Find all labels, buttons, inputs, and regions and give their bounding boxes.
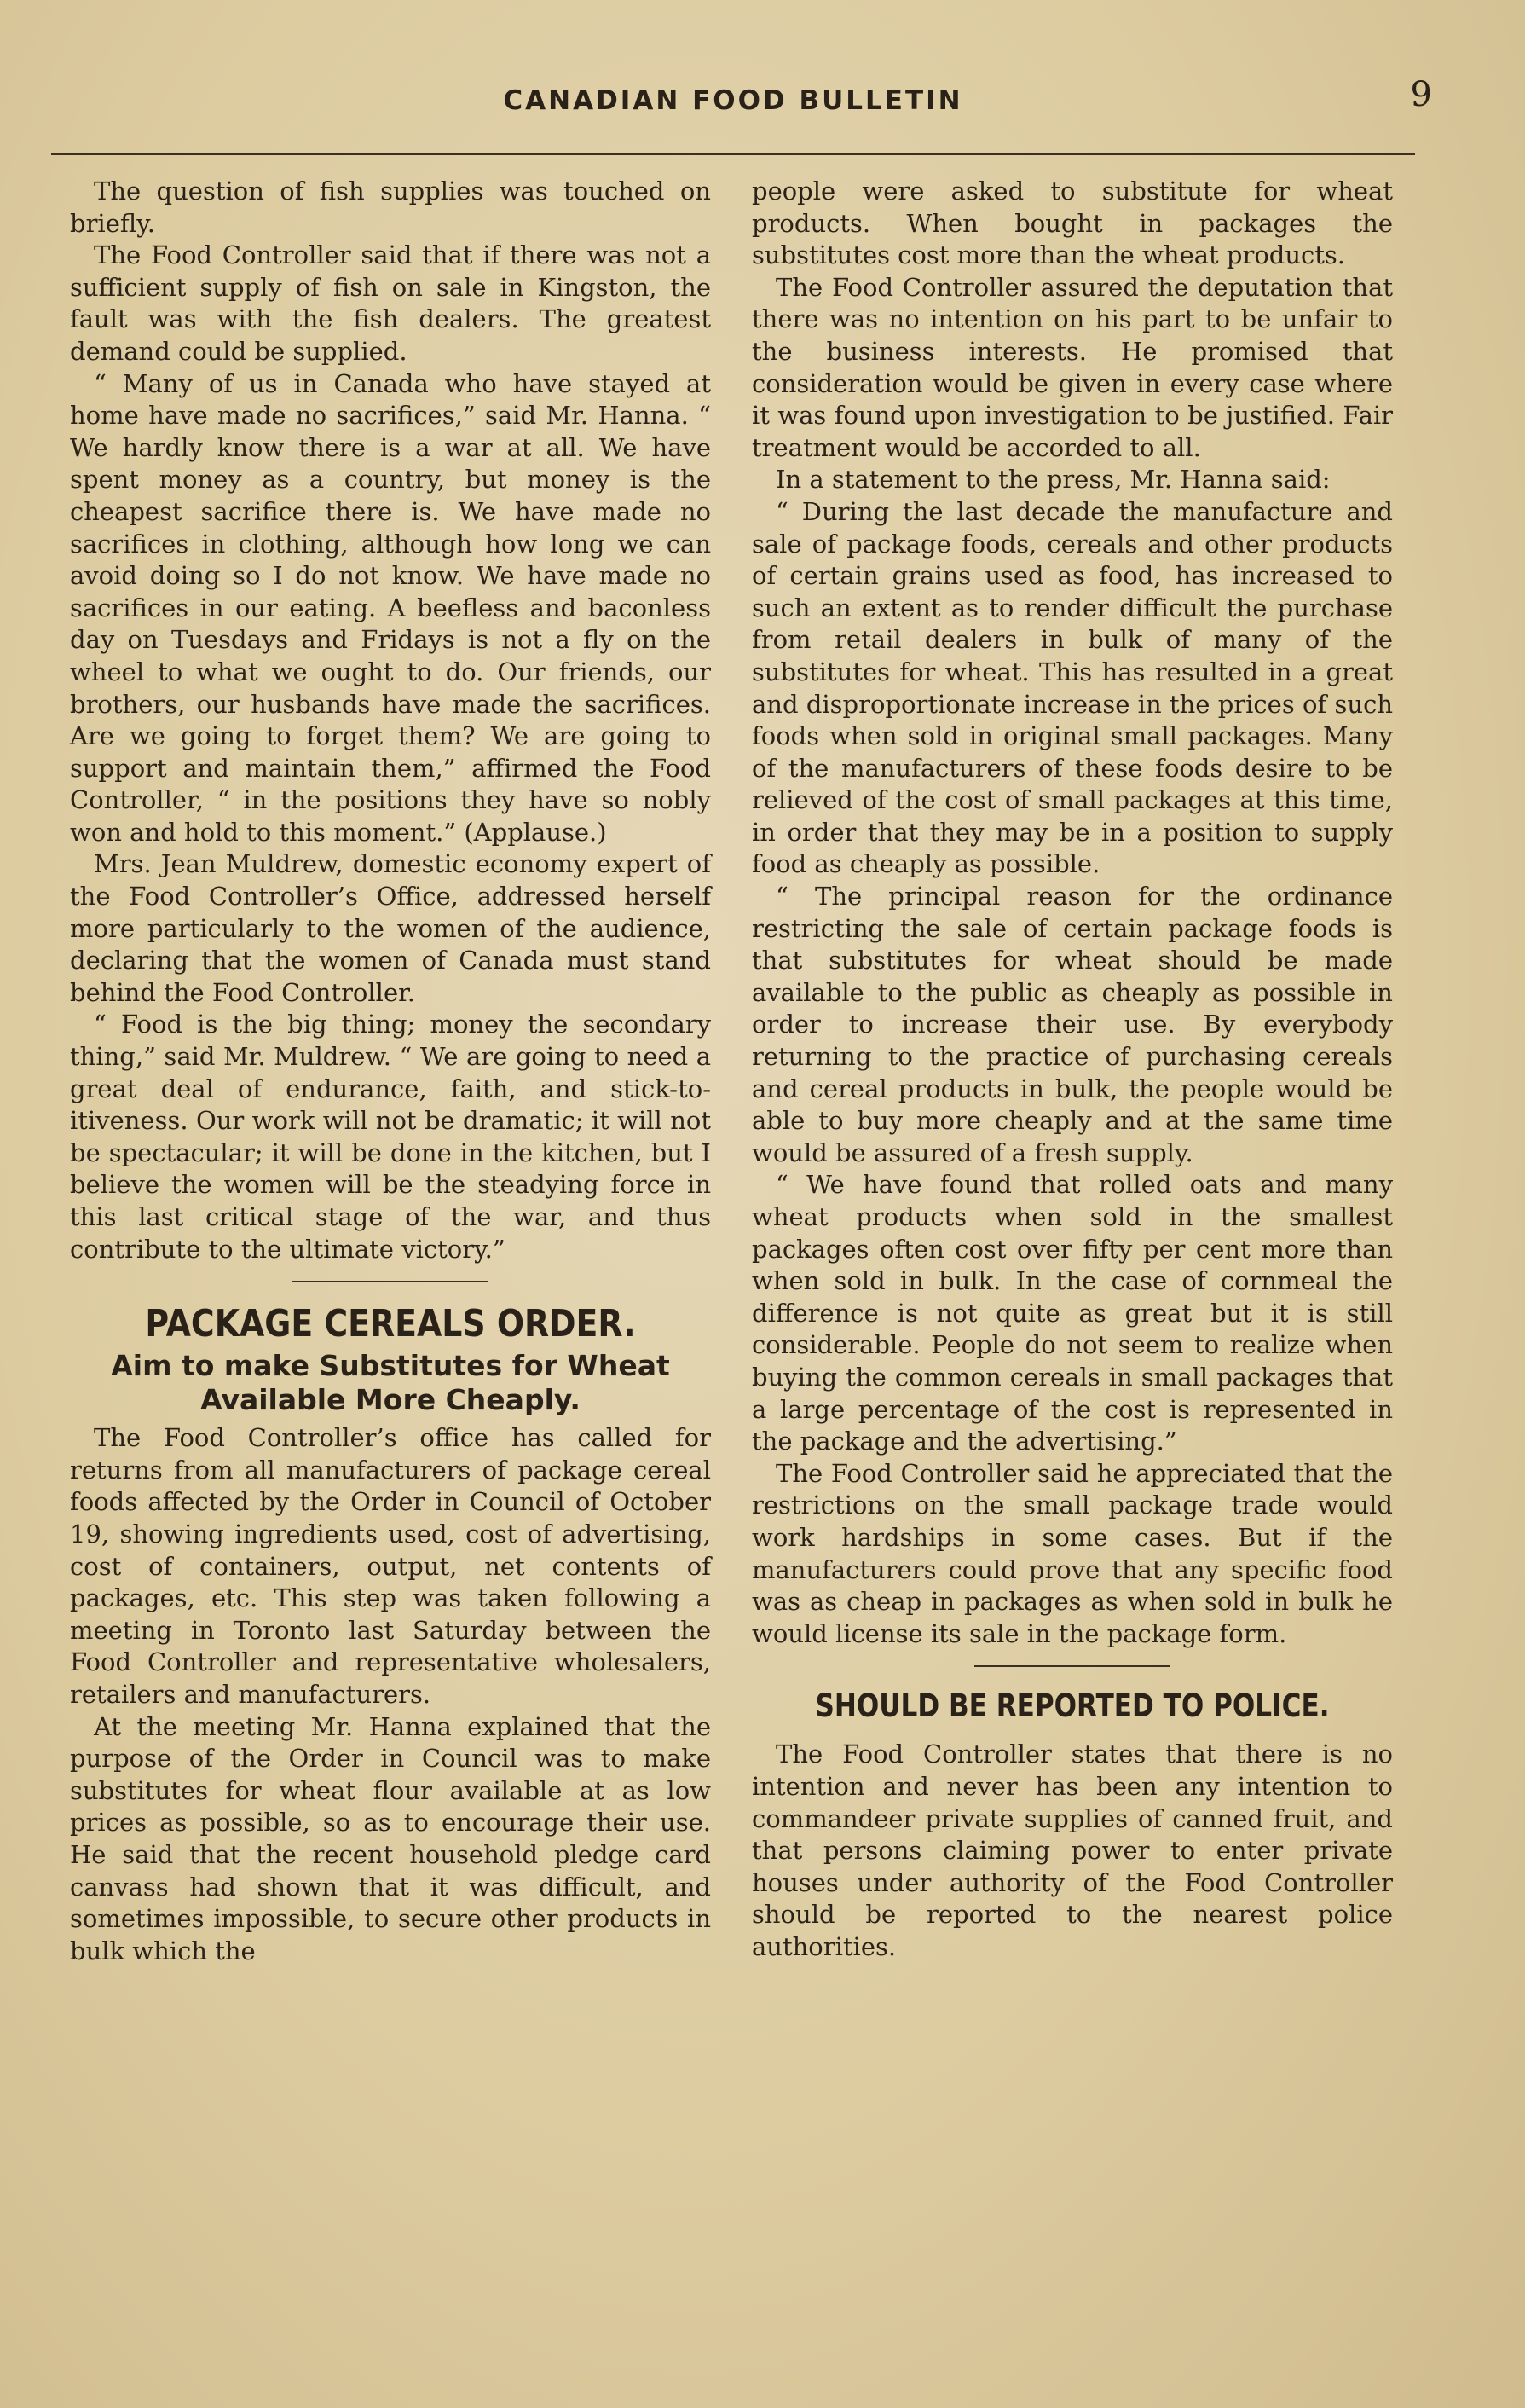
article-heading: SHOULD BE REPORTED TO POLICE. — [815, 1687, 1330, 1725]
left-column — [70, 176, 711, 1967]
page-header — [68, 75, 1449, 130]
paragraph: The Food Controller said he appreciated that the restrictions on the small package trade would work hardships in some cases. But if the manufacturers could prove that any specific food was as cheap in packages as when sold in bulk he would license its sale in the package form. — [752, 1458, 1393, 1648]
paragraph: The Food Controller said that if there was not a sufficient supply of fish on sale in Kingston, the fault was with the fish dealers. The greatest demand could be supplied. — [70, 240, 711, 366]
paragraph: Mrs. Jean Muldrew, domestic economy expert of the Food Controller’s Office, addressed herself more particularly to the women of the audience, declaring that the women of Canada must stand behind the Food Controller. — [70, 849, 711, 1007]
article-subheading: Aim to make Substitutes for Wheat Available More Cheaply. — [111, 1349, 670, 1417]
paragraph: The Food Controller’s office has called for returns from all manufacturers of package cereal foods affected by the Order in Council of October 19, showing ingredients used, cost of advertising, cost of containers, output, net contents of packages, etc. This step was taken following a meeting in Toronto last Saturday between the Food Controller and representative wholesalers, retailers and manufacturers. — [70, 1423, 711, 1709]
paragraph: “ During the last decade the manufacture and sale of package foods, cereals and other products of certain grains used as food, has increased to such an extent as to render difficult the purchase from retail dealers in bulk of many of the substitutes for wheat. This has resulted in a great and disproportionate increase in the prices of such foods when sold in original small packages. Many of the manufacturers of these foods desire to be relieved of the cost of small packages at this time, in order that they may be in a position to supply food as cheaply as possible. — [752, 496, 1393, 879]
paragraph: “ The principal reason for the ordinance restricting the sale of certain package foods is that substitutes for wheat should be made available to the public as cheaply as possible in order to increase their use. By everybody returning to the practice of purchasing cereals and cereal products in bulk, the people would be able to buy more cheaply and at the same time would be assured of a fresh supply. — [752, 882, 1393, 1167]
paragraph: “ We have found that rolled oats and many wheat products when sold in the smallest packages often cost over fifty per cent more than when sold in bulk. In the case of cornmeal the difference is not quite as great but it is still considerable. People do not seem to realize when buying the common cereals in small packages that a large percentage of the cost is represented in the package and the advertising.” — [752, 1170, 1393, 1456]
article-heading: PACKAGE CEREALS ORDER. — [145, 1302, 636, 1346]
paragraph: people were asked to substitute for wheat products. When bought in packages the substitutes cost more than the wheat products. — [752, 177, 1393, 270]
section-divider — [292, 1281, 488, 1282]
page-number: 9 — [1410, 75, 1432, 114]
right-column — [752, 176, 1393, 1963]
paragraph: The Food Controller states that there is no intention and never has been any intention to commandeer private supplies of canned fruit, and that persons claiming power to enter private houses under authority of the Food Controller should be reported to the nearest police authorities. — [752, 1739, 1393, 1961]
paragraph: The Food Controller assured the deputation that there was no intention on his part to be unfair to the business interests. He promised that consideration would be given in every case where it was found upon investigation to be justified. Fair treatment would be accorded to all. — [752, 272, 1393, 462]
section-divider — [974, 1665, 1170, 1667]
paragraph: At the meeting Mr. Hanna explained that the purpose of the Order in Council was to make substitutes for wheat flour available at as low prices as possible, so as to encourage their use. He said that the recent household pledge card canvass had shown that it was difficult, and sometimes impossible, to secure other products in bulk which the — [70, 1711, 711, 1965]
paragraph: “ Food is the big thing; money the secondary thing,” said Mr. Muldrew. “ We are going to need a great deal of endurance, faith, and stick-to-itiveness. Our work will not be dramatic; it will not be spectacular; it will be done in the kitchen, but I believe the women will be the steadying force in this last critical stage of the war, and thus contribute to the ultimate victory.” — [70, 1010, 711, 1264]
paragraph: “ Many of us in Canada who have stayed at home have made no sacrifices,” said Mr. Hanna. “ We hardly know there is a war at all. We have spent money as a country, but money is the cheapest sacrifice there is. We have made no sacrifices in clothing, although how long we can avoid doing so I do not know. We have made no sacrifices in our eating. A beefless and baconless day on Tuesdays and Fridays is not a fly on the wheel to what we ought to do. Our friends, our brothers, our husbands have made the sacrifices. Are we going to forget them? We are going to support and maintain them,” affirmed the Food Controller, “ in the positions they have so nobly won and hold to this moment.” (Applause.) — [70, 368, 711, 847]
running-head: CANADIAN FOOD BULLETIN — [503, 85, 963, 116]
paragraph: In a statement to the press, Mr. Hanna said: — [776, 465, 1331, 495]
header-rule — [51, 153, 1415, 155]
paragraph: The question of fish supplies was touched on briefly. — [70, 177, 711, 238]
